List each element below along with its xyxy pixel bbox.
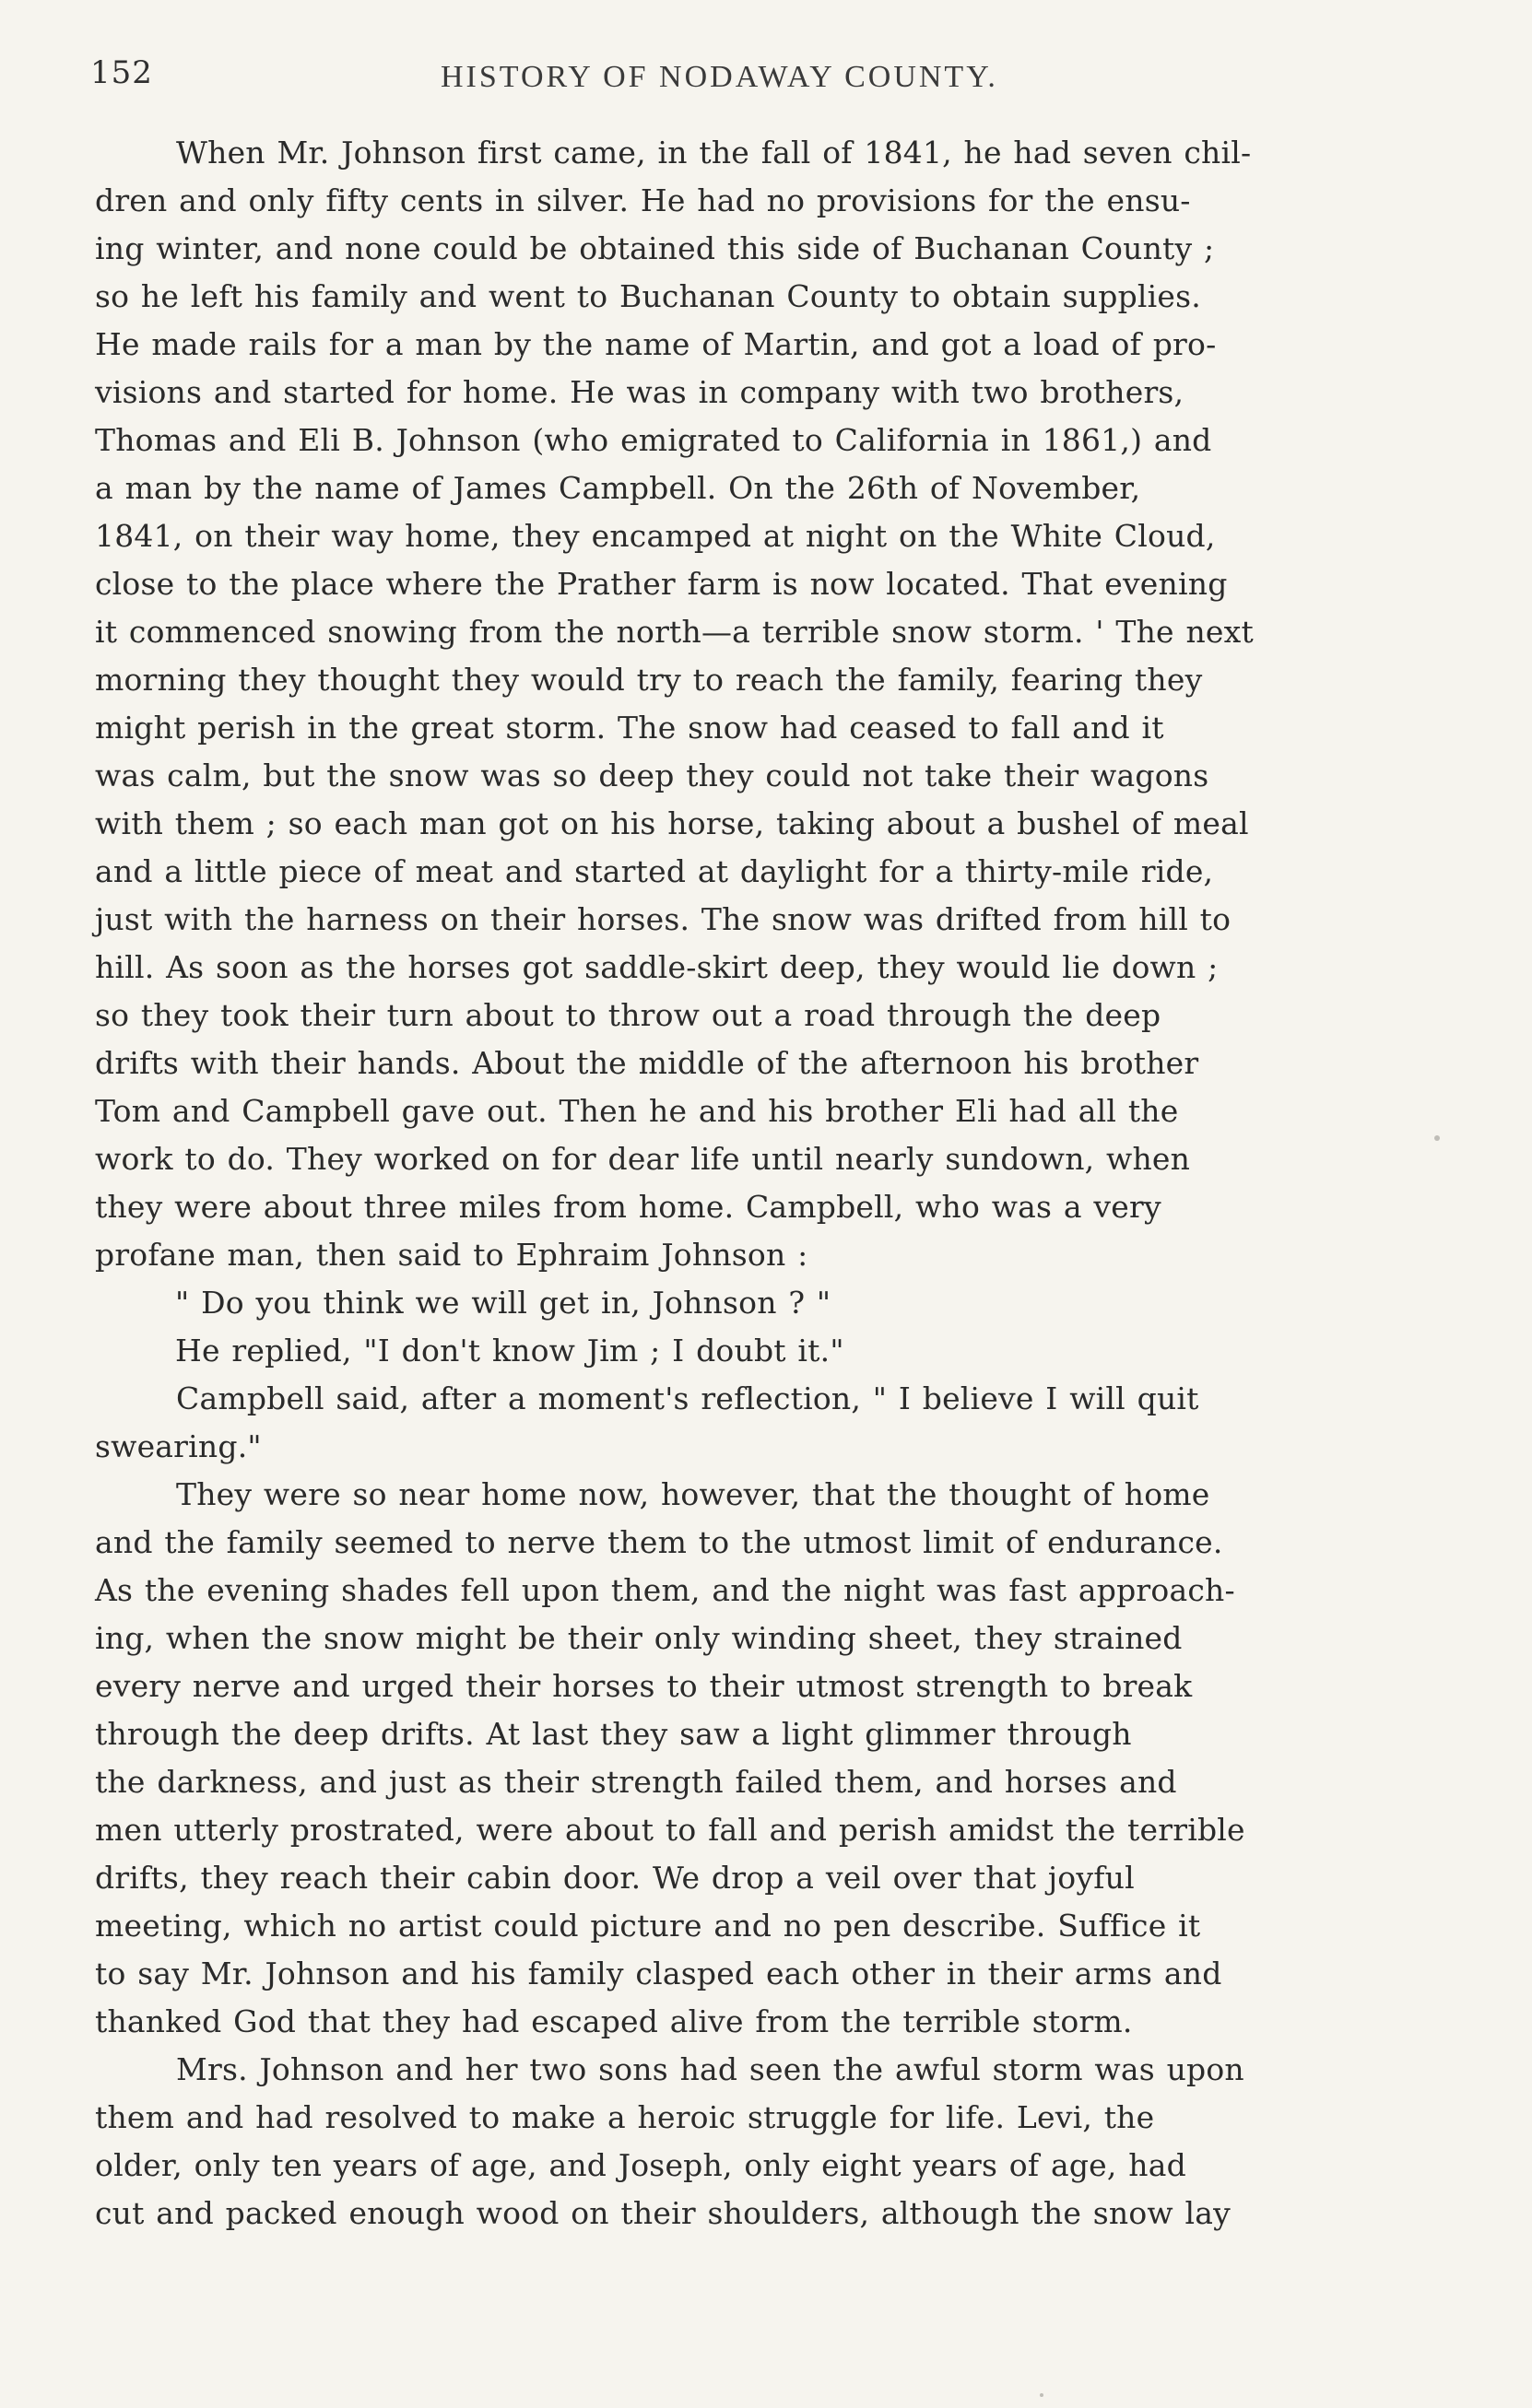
text-line: through the deep drifts. At last they saw a light glimmer through	[95, 1716, 1132, 1752]
text-line: men utterly prostrated, were about to fall and perish amidst the terrible	[95, 1812, 1245, 1848]
text-line: them and had resolved to make a heroic struggle for life. Levi, the	[95, 2099, 1155, 2135]
text-line: a man by the name of James Campbell. On the 26th of November,	[95, 470, 1141, 506]
text-line: meeting, which no artist could picture and no pen describe. Suffice it	[95, 1908, 1201, 1944]
text-line: hill. As soon as the horses got saddle-skirt deep, they would lie down ;	[95, 949, 1219, 985]
text-line: it commenced snowing from the north—a terrible snow storm. ' The next	[95, 614, 1254, 650]
text-line: the darkness, and just as their strength failed them, and horses and	[95, 1764, 1177, 1800]
text-line: drifts, they reach their cabin door. We drop a veil over that joyful	[95, 1860, 1135, 1896]
text-line: As the evening shades fell upon them, and the night was fast approach-	[95, 1572, 1235, 1608]
page-number: 152	[90, 54, 153, 91]
text-line: They were so near home now, however, that the thought of home	[176, 1476, 1210, 1512]
text-line: just with the harness on their horses. The snow was drifted from hill to	[95, 901, 1231, 937]
paper-speck	[1434, 1135, 1440, 1141]
text-line: close to the place where the Prather farm is now located. That evening	[95, 566, 1228, 602]
text-line: thanked God that they had escaped alive from the terrible storm.	[95, 2003, 1133, 2039]
text-line: cut and packed enough wood on their shoulders, although the snow lay	[95, 2195, 1231, 2231]
text-line: and a little piece of meat and started at daylight for a thirty-mile ride,	[95, 853, 1214, 889]
dialogue-line: " Do you think we will get in, Johnson ? "	[175, 1285, 831, 1321]
text-line: He made rails for a man by the name of Martin, and got a load of pro-	[95, 326, 1217, 362]
text-line: and the family seemed to nerve them to the utmost limit of endurance.	[95, 1524, 1223, 1560]
text-line: older, only ten years of age, and Joseph, only eight years of age, had	[95, 2147, 1186, 2183]
text-line: Mrs. Johnson and her two sons had seen the awful storm was upon	[176, 2051, 1244, 2087]
text-line: they were about three miles from home. Campbell, who was a very	[95, 1189, 1161, 1225]
text-line: so he left his family and went to Buchanan County to obtain supplies.	[95, 278, 1201, 314]
dialogue-line: He replied, "I don't know Jim ; I doubt it."	[175, 1333, 844, 1368]
text-line: swearing."	[95, 1428, 262, 1464]
text-line: When Mr. Johnson first came, in the fall of 1841, he had seven chil-	[176, 135, 1252, 170]
text-line: ing, when the snow might be their only winding sheet, they strained	[95, 1620, 1183, 1656]
body-text	[95, 129, 1415, 2238]
text-line: work to do. They worked on for dear life until nearly sundown, when	[95, 1141, 1191, 1177]
text-line: visions and started for home. He was in company with two brothers,	[95, 374, 1184, 410]
text-line: ing winter, and none could be obtained this side of Buchanan County ;	[95, 230, 1215, 266]
running-head: HISTORY OF NODAWAY COUNTY.	[441, 60, 998, 94]
text-line: to say Mr. Johnson and his family clasped each other in their arms and	[95, 1956, 1222, 1991]
text-line: every nerve and urged their horses to their utmost strength to break	[95, 1668, 1193, 1704]
text-line: with them ; so each man got on his horse, taking about a bushel of meal	[95, 805, 1249, 841]
text-line: might perish in the great storm. The snow had ceased to fall and it	[95, 710, 1164, 746]
paper-speck	[1040, 2393, 1043, 2397]
text-line: profane man, then said to Ephraim Johnson :	[95, 1237, 808, 1273]
text-line: Tom and Campbell gave out. Then he and his brother Eli had all the	[95, 1093, 1179, 1129]
text-line: Thomas and Eli B. Johnson (who emigrated to California in 1861,) and	[95, 422, 1212, 458]
text-line: Campbell said, after a moment's reflection, " I believe I will quit	[176, 1380, 1199, 1416]
text-line: drifts with their hands. About the middle of the afternoon his brother	[95, 1045, 1199, 1081]
text-line: was calm, but the snow was so deep they could not take their wagons	[95, 758, 1209, 793]
text-line: dren and only fifty cents in silver. He had no provisions for the ensu-	[95, 182, 1191, 218]
text-line: 1841, on their way home, they encamped at night on the White Cloud,	[95, 518, 1216, 554]
text-line: so they took their turn about to throw out a road through the deep	[95, 997, 1161, 1033]
text-line: morning they thought they would try to reach the family, fearing they	[95, 662, 1203, 698]
